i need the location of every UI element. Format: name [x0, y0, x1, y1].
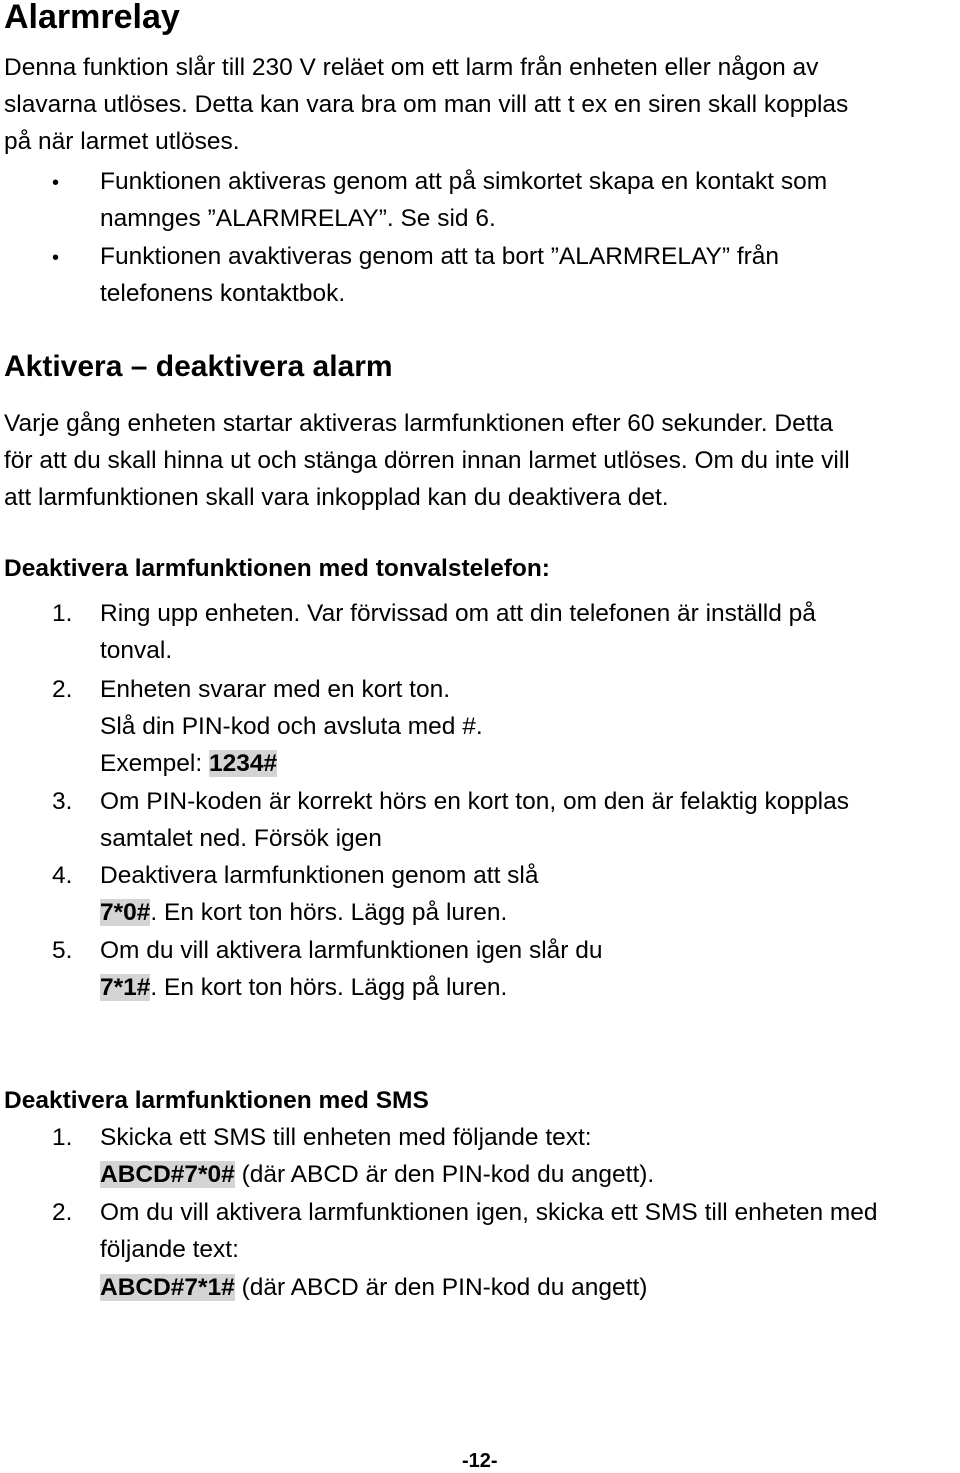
tone-step-5-line-2	[100, 974, 507, 1002]
sms-heading: Deaktivera larmfunktionen med SMS	[4, 1087, 429, 1114]
tone-step-5-line-1: Om du vill aktivera larmfunktionen igen slår du	[100, 937, 603, 964]
section-title: Aktivera – deaktivera alarm	[4, 350, 393, 383]
step-number: 2.	[52, 676, 73, 703]
sms-step-2-line-2: följande text:	[100, 1236, 239, 1263]
section-body-line-3: att larmfunktionen skall vara inkopplad kan du deaktivera det.	[4, 484, 669, 511]
tone-step-4-line-1: Deaktivera larmfunktionen genom att slå	[100, 862, 539, 889]
step-number: 1.	[52, 600, 73, 627]
sms-step-2-line-3	[100, 1274, 647, 1302]
dtmf-code: 7*0#	[100, 899, 151, 926]
bullet-1-line-1: Funktionen aktiveras genom att på simkortet skapa en kontakt som	[100, 168, 828, 195]
dtmf-code-suffix: . En kort ton hörs. Lägg på luren.	[150, 974, 508, 1001]
tone-step-2-line-2: Slå din PIN-kod och avsluta med #.	[100, 713, 483, 740]
intro-line-3: på när larmet utlöses.	[4, 128, 240, 155]
tone-step-3-line-2: samtalet ned. Försök igen	[100, 825, 382, 852]
bullet-icon: •	[52, 172, 60, 194]
sms-code: ABCD#7*0#	[100, 1161, 235, 1188]
sms-step-2-line-1: Om du vill aktivera larmfunktionen igen, skicka ett SMS till enheten med	[100, 1199, 878, 1226]
dtmf-code-suffix: . En kort ton hörs. Lägg på luren.	[150, 899, 508, 926]
intro-line-2: slavarna utlöses. Detta kan vara bra om man vill att t ex en siren skall kopplas	[4, 91, 849, 118]
tone-step-2-line-1: Enheten svarar med en kort ton.	[100, 676, 450, 703]
sms-step-1-line-2	[100, 1161, 654, 1189]
section-body-line-1: Varje gång enheten startar aktiveras larmfunktionen efter 60 sekunder. Detta	[4, 410, 833, 437]
dtmf-code: 7*1#	[100, 974, 151, 1001]
tone-step-1-line-2: tonval.	[100, 637, 173, 664]
bullet-1-line-2: namnges ”ALARMRELAY”. Se sid 6.	[100, 205, 496, 232]
sms-code-suffix: (där ABCD är den PIN-kod du angett)	[234, 1274, 648, 1301]
tone-step-2-line-3	[100, 750, 277, 778]
example-code: 1234#	[208, 750, 278, 777]
tone-heading: Deaktivera larmfunktionen med tonvalstelefon:	[4, 555, 550, 582]
bullet-icon: •	[52, 247, 60, 269]
page-number: -12-	[462, 1450, 498, 1472]
intro-line-1: Denna funktion slår till 230 V reläet om ett larm från enheten eller någon av	[4, 54, 819, 81]
example-label: Exempel:	[100, 750, 209, 777]
page-title: Alarmrelay	[4, 0, 180, 36]
step-number: 1.	[52, 1124, 73, 1151]
step-number: 2.	[52, 1199, 73, 1226]
tone-step-3-line-1: Om PIN-koden är korrekt hörs en kort ton, om den är felaktig kopplas	[100, 788, 849, 815]
section-body-line-2: för att du skall hinna ut och stänga dörren innan larmet utlöses. Om du inte vill	[4, 447, 850, 474]
tone-step-1-line-1: Ring upp enheten. Var förvissad om att din telefonen är inställd på	[100, 600, 816, 627]
step-number: 4.	[52, 862, 73, 889]
sms-code: ABCD#7*1#	[100, 1274, 235, 1301]
sms-code-suffix: (där ABCD är den PIN-kod du angett).	[234, 1161, 655, 1188]
bullet-2-line-2: telefonens kontaktbok.	[100, 280, 346, 307]
sms-step-1-line-1: Skicka ett SMS till enheten med följande text:	[100, 1124, 592, 1151]
bullet-2-line-1: Funktionen avaktiveras genom att ta bort ”ALARMRELAY” från	[100, 243, 780, 270]
step-number: 5.	[52, 937, 73, 964]
step-number: 3.	[52, 788, 73, 815]
tone-step-4-line-2	[100, 899, 507, 927]
